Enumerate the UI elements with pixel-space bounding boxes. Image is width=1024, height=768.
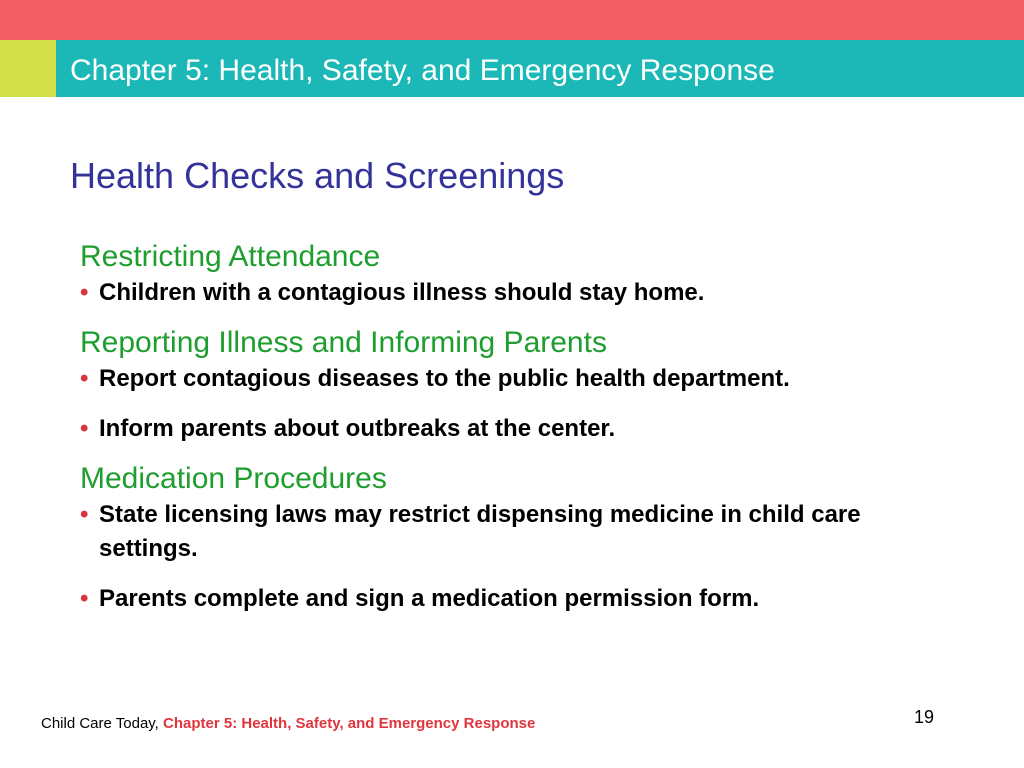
section-medication-procedures [80,460,920,616]
bullet-icon: • [80,279,89,306]
section-reporting-illness [80,324,920,446]
footer-chapter: Chapter 5: Health, Safety, and Emergency Response [163,715,536,732]
header-accent-block [0,40,56,97]
bullet-text: Children with a contagious illness should stay home. [99,279,705,306]
bullet-icon: • [80,415,89,442]
bullet-icon: • [80,501,89,528]
section-heading: Restricting Attendance [80,240,381,273]
bullet-icon: • [80,365,89,392]
bullet-item [80,582,920,616]
slide-content [80,238,920,616]
section-heading: Medication Procedures [80,462,387,495]
bullet-item [80,498,920,566]
top-stripe [0,0,1024,40]
bullet-text: Parents complete and sign a medication permission form. [99,585,760,612]
footer-book-title: Child Care Today, [41,715,159,732]
bullet-item [80,362,920,396]
slide-title: Health Checks and Screenings [70,155,565,196]
bullet-icon: • [80,585,89,612]
footer [41,714,535,734]
bullet-text: Report contagious diseases to the public health department. [99,365,790,392]
page-number: 19 [914,707,935,727]
bullet-item [80,412,920,446]
bullet-item [80,276,920,310]
section-heading: Reporting Illness and Informing Parents [80,326,607,359]
bullet-text: Inform parents about outbreaks at the center. [99,415,616,442]
bullet-text: State licensing laws may restrict dispensing medicine in child care settings. [99,501,861,562]
section-restricting-attendance [80,238,920,310]
chapter-title: Chapter 5: Health, Safety, and Emergency Response [70,54,775,87]
